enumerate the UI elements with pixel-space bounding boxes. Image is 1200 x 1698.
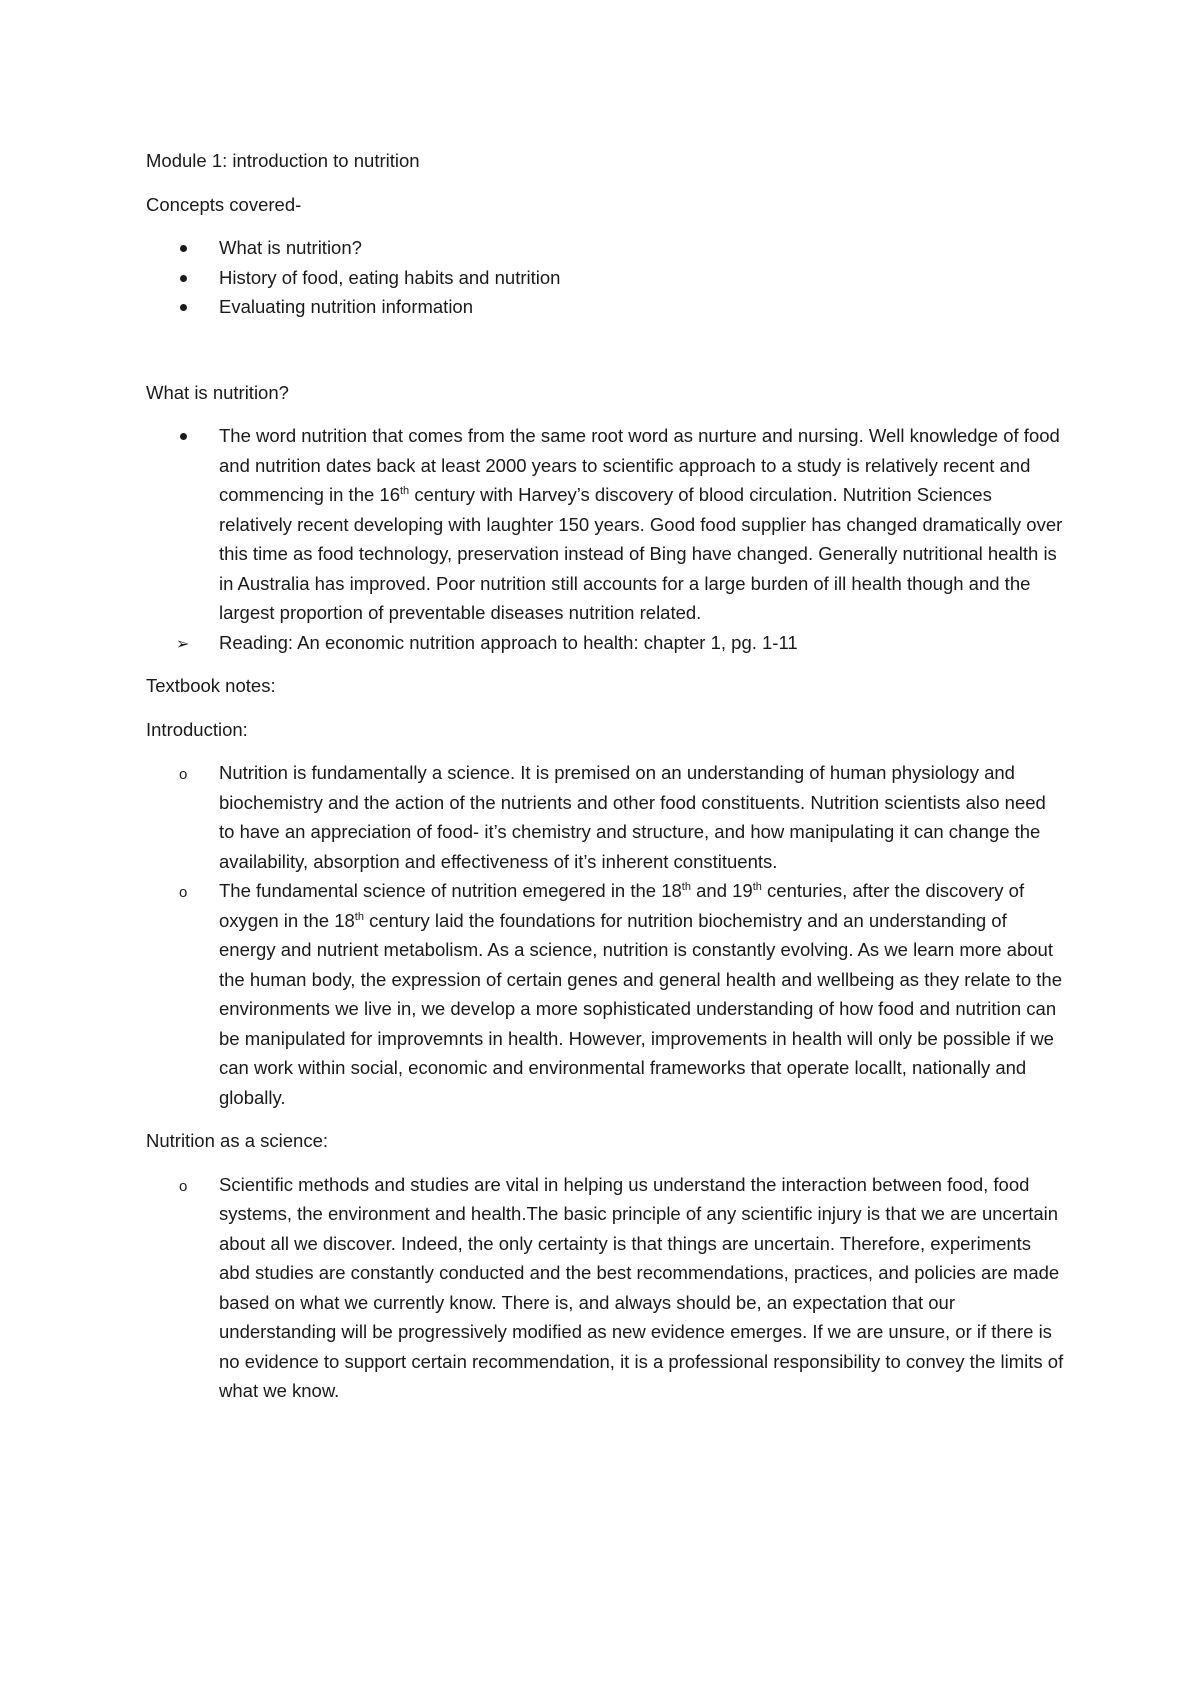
list-item (146, 263, 1066, 293)
concepts-list (146, 233, 1066, 322)
science-list (146, 1170, 1066, 1406)
list-item (146, 233, 1066, 263)
concept-item-text: What is nutrition? (219, 237, 362, 258)
list-item (146, 1170, 1066, 1406)
what-is-list (146, 421, 1066, 657)
list-item (146, 628, 1066, 658)
bullet-dot-icon (178, 421, 202, 451)
reading-text: Reading: An economic nutrition approach to health: chapter 1, pg. 1-11 (219, 631, 798, 653)
list-item (146, 758, 1066, 876)
arrow-bullet-icon: ➢ (176, 635, 190, 653)
introduction-item-2: The fundamental science of nutrition emegered in the 18th and 19th centuries, after the discovery of oxygen in the 18th century laid the foundations for nutrition biochemistry and an understanding of energy and nutrient metabolism. As a science, nutrition is constantly evolving. As we learn more about the human body, the expression of certain genes and general health and wellbeing as they relate to the environments we live in, we develop a more sophisticated understanding of how food and nutrition can be manipulated for improvemnts in health. However, improvements in health will only be possible if we can work within social, economic and environmental frameworks that operate locallt, nationally and globally. (219, 880, 1063, 1108)
list-item (146, 421, 1066, 628)
what-is-heading: What is nutrition? (146, 381, 289, 403)
list-item (146, 876, 1066, 1112)
science-heading: Nutrition as a science: (146, 1130, 329, 1151)
introduction-heading: Introduction: (146, 718, 248, 740)
concept-item-text: Evaluating nutrition information (219, 296, 474, 317)
concepts-heading: Concepts covered- (146, 193, 302, 215)
introduction-item-1: Nutrition is fundamentally a science. It is premised on an understanding of human physiology and biochemistry and the action of the nutrients and other food constituents. Nutrition scientists also need to have an appreciation of food- it’s chemistry and structure, and how manipulating it can change the availability, absorption and effectiveness of it’s inherent constituents. (219, 762, 1046, 872)
concept-item-text: History of food, eating habits and nutrition (219, 266, 561, 288)
bullet-dot-icon (178, 263, 202, 293)
bullet-dot-icon (178, 233, 202, 263)
list-item (146, 292, 1066, 322)
circle-bullet-icon: o (179, 884, 188, 901)
introduction-list (146, 758, 1066, 1112)
bullet-dot-icon (178, 292, 202, 322)
circle-bullet-icon: o (179, 1177, 188, 1195)
what-is-paragraph: The word nutrition that comes from the same root word as nurture and nursing. Well knowledge of food and nutrition dates back at least 2000 years to scientific approach to a study is relatively recent and commencing in the 16th century with Harvey’s discovery of blood circulation. Nutrition Sciences relatively recent developing with laughter 150 years. Good food supplier has changed dramatically over this time as food technology, preservation instead of Bing have changed. Generally nutritional health is in Australia has improved. Poor nutrition still accounts for a large burden of ill health though and the largest proportion of preventable diseases nutrition related. (219, 425, 1063, 623)
module-title: Module 1: introduction to nutrition (146, 150, 420, 171)
science-item-1: Scientific methods and studies are vital in helping us understand the interaction between food, food systems, the environment and health.The basic principle of any scientific injury is that we are uncertain about all we discover. Indeed, the only certainty is that things are uncertain. Therefore, experiments abd studies are constantly conducted and the best recommendations, practices, and policies are made based on what we currently know. There is, and always should be, an expectation that our understanding will be progressively modified as new evidence emerges. If we are unsure, or if there is no evidence to support certain recommendation, it is a professional responsibility to convey the limits of what we know. (219, 1173, 1064, 1401)
circle-bullet-icon: o (179, 766, 188, 783)
textbook-heading: Textbook notes: (146, 675, 276, 696)
document-content (146, 146, 1066, 1406)
